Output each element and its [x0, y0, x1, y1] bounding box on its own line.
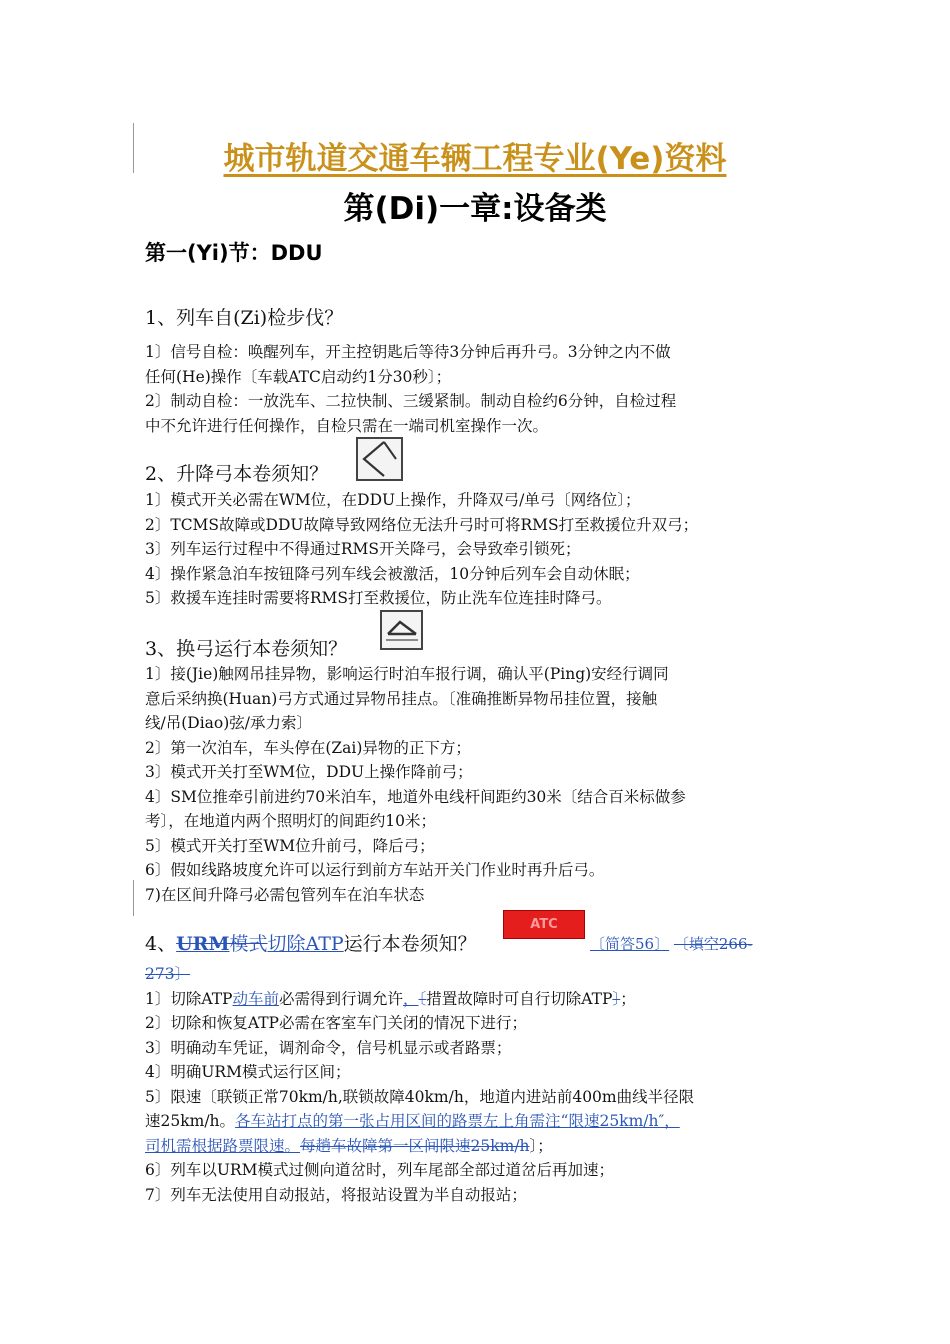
pantograph-change-icon: [380, 610, 423, 650]
paragraph-line: 4〕操作紧急泊车按钮降弓列车线会被激活，10分钟后列车会自动休眠；: [145, 564, 640, 583]
question-4-body: [145, 962, 810, 1207]
paragraph-line: 任何(He)操作〔车载ATC启动约1分30秒〕；: [145, 367, 452, 386]
paragraph-line: 1〕切除ATP动车前必需得到行调允许，〔措置故障时可自行切除ATP〕；: [145, 989, 636, 1008]
section-title: 第一(Yi)节：DDU: [145, 241, 323, 265]
tracked-deletion: 〕: [612, 989, 621, 1008]
reference-fill-blank-cont: 273〕: [145, 965, 191, 983]
tracked-insertion-atp: ATP: [305, 933, 344, 955]
paragraph-line: 6〕列车以URM模式过侧向道岔时，列车尾部全部过道岔后再加速；: [145, 1161, 614, 1179]
paragraph-line: 4〕SM位推牵引前进约70米泊车，地道外电线杆间距约30米〔结合百米标做参: [145, 787, 686, 806]
paragraph-line: 意后采纳换(Huan)弓方式通过异物吊挂点。〔准确推断异物吊挂位置，接触: [145, 689, 658, 708]
tracked-insertion: ，: [403, 989, 419, 1008]
atc-button[interactable]: ATC: [503, 910, 585, 939]
tracked-change-urm: URM: [176, 933, 230, 955]
paragraph-line: 3〕明确动车凭证，调剂命令，信号机显示或者路票；: [145, 1038, 512, 1057]
paragraph-line: 7〕列车无法使用自动报站，将报站设置为半自动报站；: [145, 1185, 527, 1204]
paragraph-line: 1〕接(Jie)触网吊挂异物，影响运行时泊车报行调，确认平(Ping)安经行调同: [145, 665, 669, 683]
paragraph-line: 5〕救援车连挂时需要将RMS打至救援位，防止洗车位连挂时降弓。: [145, 589, 612, 607]
question-1-body: [145, 340, 810, 438]
question-4-heading: [145, 929, 477, 956]
tracked-insertion: 动车前: [232, 989, 279, 1008]
tracked-insertion: 切除: [267, 933, 306, 955]
question-2-heading: 2、升降弓本卷须知？: [145, 463, 329, 485]
paragraph-line: 5〕模式开关打至WM位升前弓，降后弓；: [145, 836, 435, 855]
paragraph-line: 2〕第一次泊车，车头停在(Zai)异物的正下方；: [145, 738, 471, 757]
paragraph-line: 1〕信号自检：唤醒列车，开主控钥匙后等待3分钟后再升弓。3分钟之内不做: [145, 343, 671, 361]
paragraph-line: 3〕列车运行过程中不得通过RMS开关降弓，会导致牵引锁死；: [145, 540, 581, 558]
paragraph-line: 中不允许进行任何操作，自检只需在一端司机室操作一次。: [145, 416, 549, 435]
paragraph-line: 考〕，在地道内两个照明灯的间距约10米；: [145, 812, 436, 830]
heading-rest: 运行本卷须知？: [343, 933, 477, 955]
paragraph-line: 1〕模式开关必需在WM位，在DDU上操作，升降双弓/单弓〔网络位〕；: [145, 491, 641, 509]
paragraph-line: 2〕TCMS故障或DDU故障导致网络位无法升弓时可将RMS打至救援位升双弓；: [145, 515, 699, 534]
heading-prefix: 4、: [145, 933, 177, 955]
paragraph-line: 7)在区间升降弓必需包管列车在泊车状态: [145, 885, 425, 904]
paragraph-line: 2〕制动自检：一放洗车、二拉快制、三缓紧制。制动自检约6分钟，自检过程: [145, 392, 677, 410]
tracked-deletion: 每趟车故障第一区间限速25km/h: [300, 1136, 530, 1155]
paragraph-line: 6〕假如线路坡度允许可以运行到前方车站开关门作业时再升后弓。: [145, 861, 605, 879]
document-title: 城市轨道交通车辆工程专业(Ye)资料: [223, 141, 727, 177]
pantograph-raise-icon: [356, 437, 403, 481]
paragraph-line: 4〕明确URM模式运行区间；: [145, 1063, 351, 1081]
paragraph-line: 5〕限速〔联锁正常70km/h,联锁故障40km/h，地道内进站前400m曲线半径限: [145, 1087, 695, 1106]
paragraph-line: 司机需根据路票限速。每趟车故障第一区间限速25km/h〕；: [145, 1136, 553, 1155]
paragraph-line: 线/吊(Diao)弦/承力索〕: [145, 714, 312, 732]
reference-short-answer: 〔简答56〕: [590, 935, 670, 953]
chapter-title: 第(Di)一章:设备类: [343, 191, 607, 227]
question-2-body: [145, 488, 810, 611]
question-3-body: [145, 662, 810, 907]
reference-fill-blank: 〔填空266-: [673, 935, 753, 953]
reference-note: [590, 933, 753, 954]
paragraph-line: 3〕模式开关打至WM位，DDU上操作降前弓；: [145, 763, 473, 781]
paragraph-line: 速25km/h。各车站打点的第一张占用区间的路票左上角需注“限速25km/h″，: [145, 1112, 680, 1130]
tracked-insertion: 各车站打点的第一张占用区间的路票左上角需注“限速25km/h″，: [235, 1112, 680, 1130]
margin-mark-lower: [133, 880, 134, 916]
tracked-deletion: 模式: [229, 933, 268, 955]
paragraph-line: 2〕切除和恢复ATP必需在客室车门关闭的情况下进行；: [145, 1014, 527, 1032]
tracked-insertion: 司机需根据路票限速。: [145, 1136, 301, 1155]
question-1-heading: 1、列车自(Zi)检步伐？: [145, 307, 344, 329]
tracked-deletion: 〔: [418, 989, 427, 1008]
question-3-heading: 3、换弓运行本卷须知？: [145, 638, 348, 660]
